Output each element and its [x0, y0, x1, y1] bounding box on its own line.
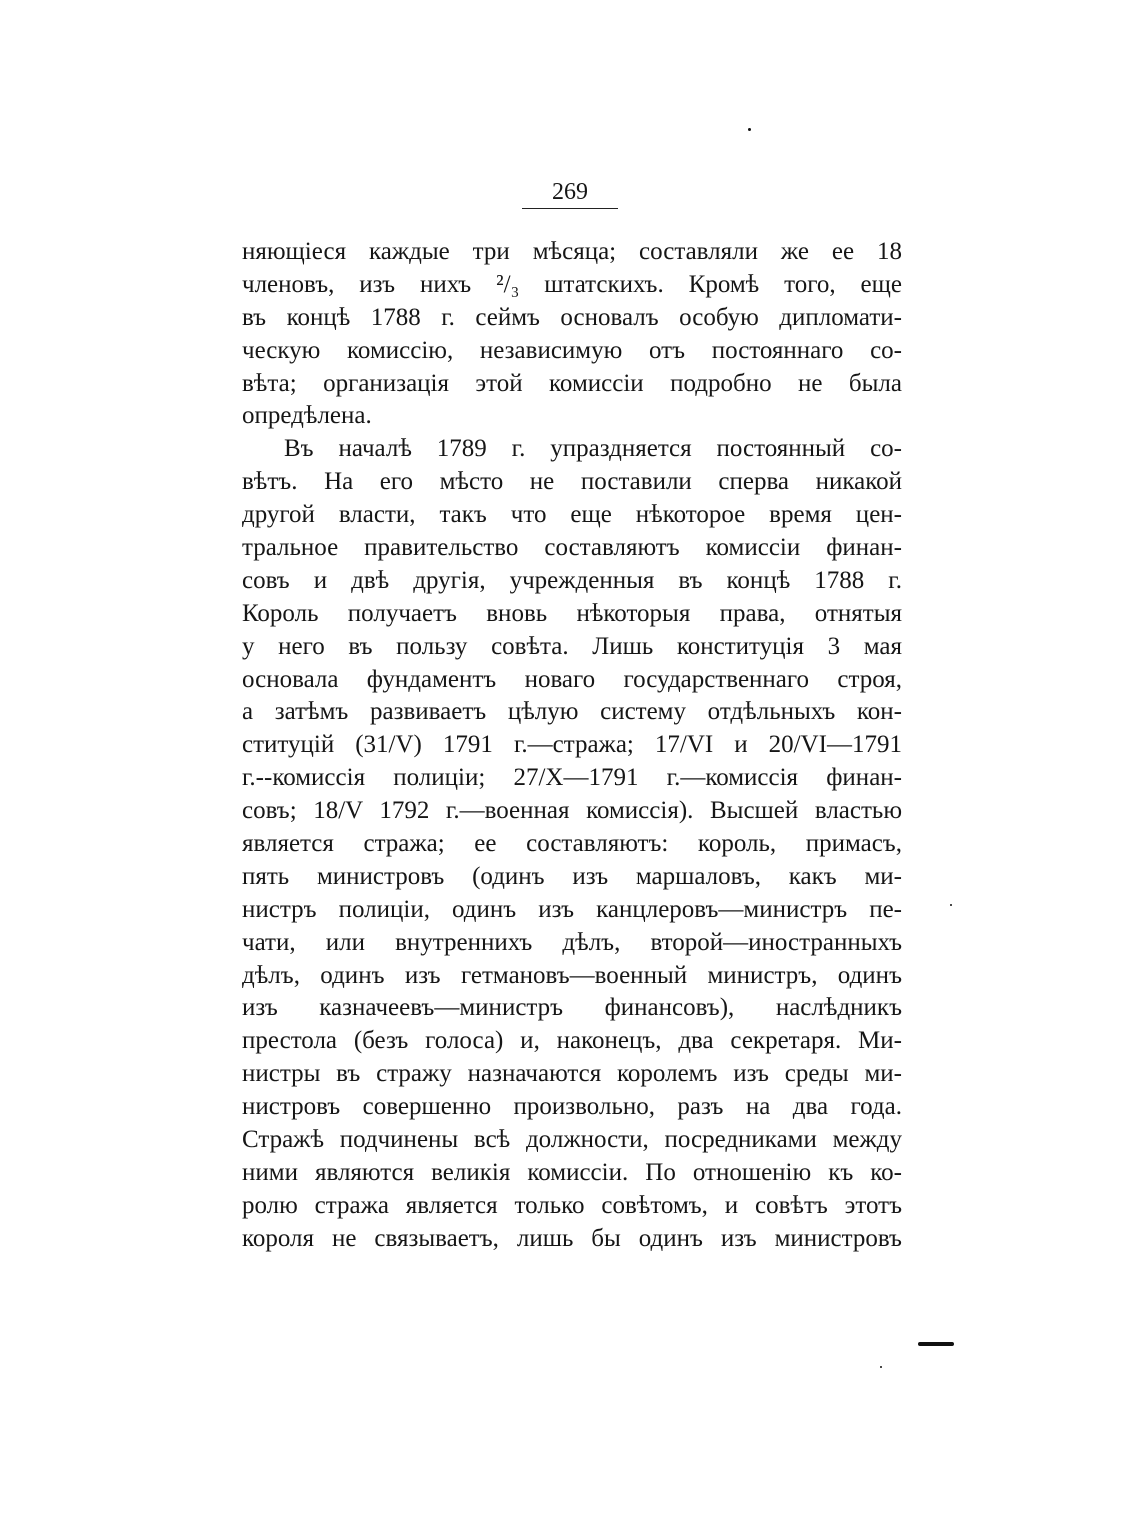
body-text: [242, 236, 902, 1256]
text-line: а затѣмъ развиваетъ цѣлую систему отдѣльныхъ кон-: [242, 698, 902, 726]
text-line: ческую комиссію, независимую отъ постояннаго со-: [242, 336, 902, 364]
page-number: 269: [552, 179, 588, 205]
text-line: чати, или внутреннихъ дѣлъ, второй—иностранныхъ: [242, 928, 902, 956]
text-line: совъ; 18/V 1792 г.—военная комиссія). Высшей властью: [242, 797, 902, 825]
scan-speck: [748, 128, 751, 131]
text-line: основала фундаментъ новаго государственнаго строя,: [242, 665, 902, 693]
scan-speck: [880, 1366, 882, 1368]
text-line: ними являются великія комиссіи. По отношенію къ ко-: [242, 1158, 902, 1186]
text-line: Стражѣ подчинены всѣ должности, посредниками между: [242, 1126, 902, 1154]
text-line: тральное правительство составляютъ комиссіи финан-: [242, 534, 902, 562]
scan-dash-mark: [918, 1342, 954, 1346]
text-line: совъ и двѣ другія, учрежденныя въ концѣ 1788 г.: [242, 566, 902, 594]
text-line: является стража; ее составляютъ: король, примасъ,: [242, 830, 902, 858]
text-line: престола (безъ голоса) и, наконецъ, два секретаря. Ми-: [242, 1027, 902, 1055]
text-line: Въ началѣ 1789 г. упраздняется постоянный со-: [284, 435, 902, 463]
page-number-rule: [522, 208, 618, 209]
text-line: Король получаетъ вновь нѣкоторыя права, отнятыя: [242, 599, 902, 627]
text-line: вѣта; организація этой комиссіи подробно не была: [242, 369, 902, 397]
text-line: изъ казначеевъ—министръ финансовъ), наслѣдникъ: [242, 994, 902, 1022]
text-line: ролю стража является только совѣтомъ, и совѣтъ этотъ: [242, 1191, 902, 1219]
scan-speck: [950, 904, 952, 906]
text-line: въ концѣ 1788 г. сеймъ основалъ особую дипломати-: [242, 303, 902, 331]
text-line: нистровъ совершенно произвольно, разъ на два года.: [242, 1093, 902, 1121]
text-line: нистръ полиціи, одинъ изъ канцлеровъ—министръ пе-: [242, 895, 902, 923]
text-line: дѣлъ, одинъ изъ гетмановъ—военный министръ, одинъ: [242, 961, 902, 989]
text-line: ституцій (31/V) 1791 г.—стража; 17/VI и 20/VI—1791: [242, 731, 902, 759]
text-line: опредѣлена.: [242, 402, 372, 430]
text-line: короля не связываетъ, лишь бы одинъ изъ министровъ: [242, 1224, 902, 1252]
text-line: г.--комиссія полиціи; 27/X—1791 г.—комиссія финан-: [242, 764, 902, 792]
text-line: нистры въ стражу назначаются королемъ изъ среды ми-: [242, 1060, 902, 1088]
text-line: вѣтъ. На его мѣсто не поставили сперва никакой: [242, 468, 902, 496]
text-line: другой власти, такъ что еще нѣкоторое время цен-: [242, 501, 902, 529]
text-line: у него въ пользу совѣта. Лишь конституція 3 мая: [242, 632, 902, 660]
text-line: членовъ, изъ нихъ ²/₃ штатскихъ. Кромѣ того, еще: [242, 270, 902, 298]
text-line: пять министровъ (одинъ изъ маршаловъ, какъ ми-: [242, 862, 902, 890]
text-line: няющіеся каждые три мѣсяца; составляли же ее 18: [242, 238, 902, 265]
